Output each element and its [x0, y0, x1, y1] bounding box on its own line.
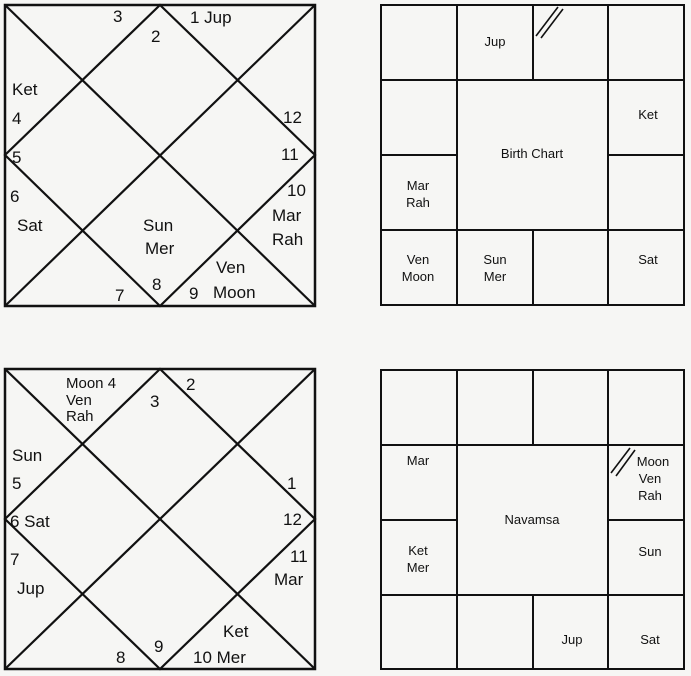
planet-mars: Mar: [272, 206, 302, 225]
planet-moon-house-4: Moon 4: [66, 375, 117, 392]
ascendant-mark: [536, 7, 558, 36]
south-chart-navamsa: [381, 370, 684, 669]
cell-jupiter: Jup: [561, 632, 583, 647]
house-10-mercury: 10 Mer: [193, 648, 246, 667]
house-number-2: 2: [186, 375, 196, 394]
house-number-3: 3: [150, 392, 160, 411]
cell-sun: Sun: [638, 544, 662, 559]
cell-rahu: Rah: [406, 195, 430, 210]
planet-venus: Ven: [216, 258, 246, 277]
house-number-4: 4: [12, 109, 22, 128]
ascendant-mark: [541, 9, 563, 38]
house-number-5: 5: [12, 148, 22, 167]
planet-ketu: Ket: [12, 80, 38, 99]
house-number-7: 7: [115, 286, 125, 305]
cell-ketu: Ket: [638, 107, 658, 122]
cell-ketu: Ket: [408, 543, 428, 558]
cell-moon: Moon: [636, 454, 670, 469]
chart-title: Birth Chart: [500, 146, 564, 161]
house-number-2: 2: [151, 27, 161, 46]
planet-mercury: Mer: [145, 239, 175, 258]
house-number-12: 12: [283, 510, 302, 529]
house-number-9: 9: [189, 284, 199, 303]
north-chart-navamsa: [5, 369, 315, 669]
cell-mars: Mar: [406, 178, 430, 193]
cell-venus: Ven: [638, 471, 662, 486]
south-chart-birth: [381, 5, 684, 305]
house-6-saturn: 6 Sat: [10, 512, 50, 531]
house-number-3: 3: [113, 7, 123, 26]
planet-venus: Ven: [66, 392, 92, 409]
cell-mercury: Mer: [406, 560, 430, 575]
cell-mars: Mar: [406, 453, 430, 468]
house-number-11: 11: [281, 145, 299, 164]
house-number-11: 11: [290, 547, 308, 566]
house-1-jupiter: 1 Jup: [190, 8, 232, 27]
north-chart-birth: [5, 5, 315, 306]
house-number-8: 8: [116, 648, 126, 667]
cell-venus: Ven: [406, 252, 430, 267]
house-number-7: 7: [10, 550, 20, 569]
planet-sun: Sun: [143, 216, 174, 235]
house-number-8: 8: [152, 275, 162, 294]
cell-rahu: Rah: [638, 488, 662, 503]
planet-ketu: Ket: [223, 622, 249, 641]
house-number-6: 6: [10, 187, 20, 206]
planet-jupiter: Jup: [17, 579, 45, 598]
cell-mercury: Mer: [483, 269, 507, 284]
cell-moon: Moon: [401, 269, 435, 284]
planet-moon: Moon: [213, 283, 256, 302]
planet-rahu: Rah: [272, 230, 304, 249]
house-number-12: 12: [283, 108, 302, 127]
house-number-9: 9: [154, 637, 164, 656]
planet-rahu: Rah: [66, 408, 94, 425]
planet-saturn: Sat: [17, 216, 43, 235]
house-number-10: 10: [287, 181, 306, 200]
chart-title: Navamsa: [504, 512, 560, 527]
house-number-1: 1: [287, 474, 297, 493]
cell-jupiter: Jup: [484, 34, 506, 49]
house-number-5: 5: [12, 474, 22, 493]
planet-sun: Sun: [12, 446, 43, 465]
cell-saturn: Sat: [638, 252, 658, 267]
cell-sun: Sun: [483, 252, 507, 267]
cell-saturn: Sat: [640, 632, 660, 647]
planet-mars: Mar: [274, 570, 304, 589]
